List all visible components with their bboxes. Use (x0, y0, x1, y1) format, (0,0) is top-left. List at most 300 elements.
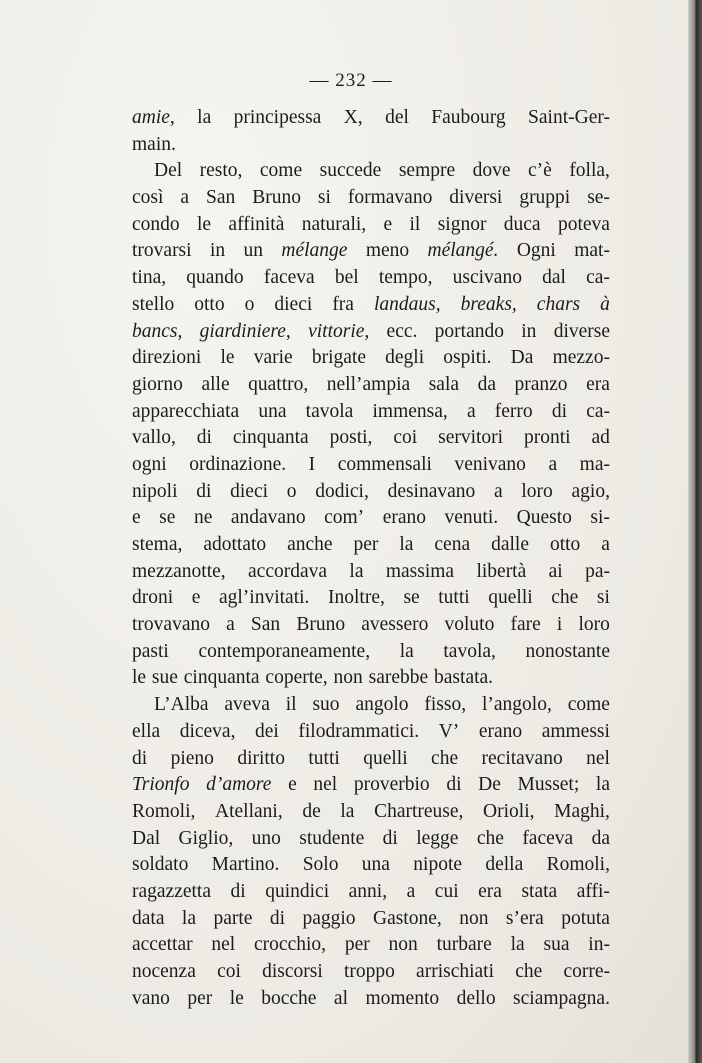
word: le (197, 213, 212, 235)
word: varie (253, 347, 293, 369)
word: libertà (476, 560, 527, 582)
text-line (132, 452, 610, 479)
word: sciampagna. (513, 987, 610, 1009)
word: a (466, 400, 476, 422)
word: naturali, (301, 213, 367, 235)
word: folla, (569, 160, 610, 182)
word: Musset; (517, 774, 580, 796)
word: fare (510, 614, 541, 636)
word: Maghi, (554, 800, 610, 822)
word: a (548, 453, 558, 475)
word: un (243, 240, 263, 262)
word: non (333, 667, 363, 689)
word: ad (591, 427, 610, 449)
word: stema, (132, 534, 183, 555)
word: erano (478, 720, 523, 742)
word: nipoli (132, 480, 178, 502)
text-line (132, 719, 610, 746)
word: diversi (449, 187, 503, 209)
word: si (317, 187, 331, 209)
word: adottato (203, 534, 267, 555)
word: Atellani, (215, 800, 283, 822)
word: mélangé. (427, 240, 499, 262)
word: dieci (274, 293, 313, 315)
word: duca (503, 213, 541, 235)
word: venivano (454, 453, 526, 475)
word: di (132, 747, 148, 769)
word: agl’invitati. (218, 587, 310, 609)
word: e (132, 507, 141, 529)
word: sempre (398, 160, 456, 182)
word: giardiniere, (199, 320, 291, 342)
word: pa- (585, 560, 610, 582)
word: affi- (576, 880, 610, 902)
word: chars (536, 293, 581, 315)
word: il (409, 213, 421, 235)
word: San (250, 614, 281, 636)
word: angolo (355, 694, 409, 716)
word: come (567, 694, 610, 716)
word: le (220, 347, 235, 369)
text-line (132, 132, 610, 159)
word: nel (211, 934, 236, 956)
word: la (510, 934, 525, 956)
word: soldato (132, 854, 189, 876)
word: alle (201, 373, 230, 395)
word: una (361, 854, 390, 876)
text-line (132, 959, 610, 986)
word: formavano (347, 187, 433, 209)
text-line (132, 692, 610, 719)
word: sua (543, 934, 570, 956)
word: da (477, 373, 496, 395)
word: nell’ampia (326, 373, 411, 395)
word: Dal (132, 827, 161, 849)
text-line (132, 665, 610, 692)
text-line (132, 879, 610, 906)
text-line (132, 772, 610, 799)
word: tavola (305, 400, 354, 422)
word: mélange (281, 240, 348, 262)
word: discorsi (262, 961, 323, 982)
word: crocchio, (254, 934, 327, 956)
word: di (382, 827, 398, 849)
word: o (244, 293, 255, 315)
text-line (132, 799, 610, 826)
word: quelli (488, 587, 533, 609)
body-text (132, 105, 610, 1012)
text-line (132, 826, 610, 853)
page-number: — 232 — (309, 70, 393, 91)
word: breaks, (460, 293, 517, 315)
word: potuta (561, 907, 610, 929)
word: diritto (237, 747, 285, 769)
word: recitavano (481, 747, 563, 769)
word: posti, (329, 427, 373, 449)
text-line (132, 292, 610, 319)
word: tutti (308, 747, 340, 769)
word: Orioli, (483, 800, 535, 822)
word: non (459, 907, 489, 929)
word: Chartreuse, (374, 800, 464, 822)
text-line (132, 932, 610, 959)
word: faceva (263, 267, 315, 289)
word: turbare (436, 934, 492, 956)
word: nipote (413, 854, 463, 876)
word: aveva (224, 694, 270, 716)
word: accettar (132, 934, 193, 956)
word: arrischiati (416, 961, 495, 982)
word: come (259, 160, 303, 182)
word: fisso, (424, 694, 467, 716)
word: Ogni (516, 240, 556, 262)
word: dodici, (315, 480, 369, 502)
word: dello (456, 987, 496, 1009)
text-line (132, 559, 610, 586)
text-line (132, 212, 610, 239)
word: degli (385, 347, 425, 369)
word: in- (588, 934, 610, 956)
word: che (431, 747, 459, 769)
word: direzioni (132, 347, 202, 369)
word: per (187, 987, 213, 1009)
word: pronti (524, 427, 571, 449)
word: data (132, 907, 165, 929)
word: commensali (337, 453, 432, 475)
text-line (132, 319, 610, 346)
text-line (132, 746, 610, 773)
word: cinquanta (183, 667, 260, 689)
word: giorno (132, 373, 183, 395)
word: se- (587, 187, 610, 209)
word: I (308, 453, 316, 475)
word: pieno (170, 747, 214, 769)
word: Del (154, 160, 183, 182)
text-line (132, 906, 610, 933)
word: bocche (261, 987, 317, 1009)
word: a (406, 880, 416, 902)
word: la (349, 560, 364, 582)
word: dove (472, 160, 511, 182)
word: paggio (302, 907, 356, 929)
word: apparecchiata (132, 400, 240, 422)
word: quando (186, 267, 244, 289)
word: anche (287, 534, 333, 555)
text-line (132, 532, 610, 559)
word: Trionfo (132, 774, 190, 796)
word: se (403, 587, 420, 609)
word: sarebbe (368, 667, 429, 689)
word: coi (393, 427, 418, 449)
word: com’ (324, 507, 365, 529)
word: fra (332, 293, 354, 315)
word: Saint-Ger- (528, 107, 610, 128)
word: parte (213, 907, 253, 929)
word: De (478, 774, 501, 796)
word: L’Alba (154, 694, 209, 716)
word: sala (428, 373, 460, 395)
word: ca- (586, 400, 610, 422)
word: landaus, (373, 293, 441, 315)
word: loro (578, 614, 610, 636)
word: di (196, 427, 212, 449)
word: mezzanotte, (132, 560, 226, 582)
text-line (132, 105, 610, 132)
word: accordava (248, 560, 328, 582)
word: ammessi (541, 720, 610, 742)
word: signor (437, 213, 487, 235)
word: in (521, 320, 537, 342)
word: de (302, 800, 321, 822)
word: diverse (553, 320, 610, 342)
word: vano (132, 987, 170, 1009)
word: d’amore (206, 774, 272, 796)
word: proverbio (353, 774, 430, 796)
text-line (132, 479, 610, 506)
word: anni, (348, 880, 388, 902)
word: mat- (574, 240, 610, 262)
word: Giglio, (178, 827, 234, 849)
word: si- (590, 507, 610, 529)
word: da (591, 827, 610, 849)
word: ma- (579, 453, 610, 475)
text-line (132, 852, 610, 879)
word: pranzo (514, 373, 568, 395)
word: tina, (132, 267, 167, 289)
word: s’era (505, 907, 544, 929)
word: massima (385, 560, 455, 582)
word: di (230, 880, 246, 902)
word: desinavano (387, 480, 476, 502)
text-line (132, 612, 610, 639)
word: sue (151, 667, 178, 689)
word: e (383, 213, 393, 235)
word: legge (416, 827, 459, 849)
word: a (180, 187, 190, 209)
word: al (333, 987, 348, 1009)
text-line (132, 585, 610, 612)
word: filodrammatici. (298, 720, 420, 742)
word: bancs, (132, 320, 183, 342)
word: a (494, 480, 503, 502)
text-line (132, 265, 610, 292)
word: ecc. (386, 320, 418, 342)
word: che (515, 961, 543, 982)
word: San (205, 187, 236, 209)
word: otto (194, 293, 225, 315)
text-line (132, 345, 610, 372)
word: V’ (438, 720, 460, 742)
word: trovarsi (132, 240, 192, 262)
word: le (132, 667, 147, 689)
word: a (226, 614, 235, 636)
word: si (596, 587, 610, 609)
word: la (340, 800, 355, 822)
book-gutter-edge (688, 0, 702, 1063)
word: contemporaneamente, (198, 640, 371, 662)
text-line (132, 238, 610, 265)
word: cui (434, 880, 459, 902)
word: così (132, 187, 164, 209)
word: vallo, (132, 427, 176, 449)
word: se (159, 507, 176, 529)
word: era (586, 373, 610, 395)
text-line (132, 158, 610, 185)
word: per (344, 934, 370, 956)
word: succede (319, 160, 382, 182)
word: l’angolo, (481, 694, 552, 716)
text-line (132, 505, 610, 532)
word: bel (334, 267, 359, 289)
word: tempo, (378, 267, 433, 289)
word: Bruno (296, 614, 346, 636)
word: Questo (516, 507, 572, 529)
word: di (269, 907, 286, 929)
word: agio, (571, 480, 610, 502)
word: Gastone, (372, 907, 442, 929)
word: amie, (132, 107, 175, 128)
word: Romoli, (546, 854, 610, 876)
word: voluto (444, 614, 495, 636)
word: la (595, 774, 610, 796)
word: venuti. (444, 507, 499, 529)
word: bastata. (434, 667, 494, 689)
word: brigate (311, 347, 366, 369)
word: ella (132, 720, 161, 742)
word: stello (132, 293, 175, 315)
word: dal (542, 267, 566, 289)
word: ai (548, 560, 563, 582)
word: in (209, 240, 226, 262)
word: per (353, 534, 379, 555)
word: ospiti. (443, 347, 492, 369)
word: la (181, 907, 196, 929)
word: dei (255, 720, 279, 742)
word: ordinazione. (189, 453, 287, 475)
word: ca- (586, 267, 610, 289)
word: affinità (228, 213, 285, 235)
text-line (132, 639, 610, 666)
word: poteva (557, 213, 610, 235)
word: le (229, 987, 244, 1009)
word: principessa (233, 107, 322, 128)
word: ogni (132, 453, 167, 475)
word: faceva (522, 827, 574, 849)
word: della (485, 854, 524, 876)
word: di (551, 400, 568, 422)
word: resto, (199, 160, 243, 182)
word: diceva, (179, 720, 236, 742)
word: la (399, 534, 414, 555)
word: otto (549, 534, 581, 555)
word: una (258, 400, 287, 422)
word: suo (312, 694, 340, 716)
word: immensa, (372, 400, 448, 422)
word: portando (434, 320, 504, 342)
text-line (132, 986, 610, 1013)
word: e (288, 774, 297, 796)
word: quattro, (248, 373, 309, 395)
word: Faubourg (431, 107, 506, 128)
word: avessero (361, 614, 429, 636)
word: c’è (528, 160, 552, 182)
word: tutti (438, 587, 470, 609)
word: quelli (363, 747, 408, 769)
word: Romoli, (132, 800, 196, 822)
word: quindici (265, 880, 330, 902)
word: era (478, 880, 502, 902)
word: nel (313, 774, 338, 796)
word: dieci (230, 480, 269, 502)
word: X, (343, 107, 363, 128)
word: cena (434, 534, 471, 555)
word: di (446, 774, 462, 796)
word: gruppi (519, 187, 571, 209)
word: a (601, 534, 610, 555)
word: servitori (438, 427, 504, 449)
word: non (388, 934, 418, 956)
word: mezzo- (552, 347, 610, 369)
word: che (551, 587, 579, 609)
word: ragazzetta (132, 880, 212, 902)
text-line (132, 185, 610, 212)
word: troppo (343, 961, 395, 982)
word: uscivano (452, 267, 522, 289)
word: coi (217, 961, 241, 982)
word: nocenza (132, 961, 196, 982)
word: ferro (494, 400, 533, 422)
word: il (285, 694, 297, 716)
word: erano (382, 507, 426, 529)
word: di (196, 480, 212, 502)
word: e (191, 587, 201, 609)
word: trovavano (132, 614, 210, 636)
text-line (132, 425, 610, 452)
word: main. (132, 133, 176, 155)
word: tavola, (443, 640, 496, 662)
word: o (286, 480, 297, 502)
word: Bruno (252, 187, 301, 209)
word: cinquanta (232, 427, 309, 449)
word: nel (586, 747, 610, 769)
word: momento (365, 987, 440, 1009)
word: meno (365, 240, 410, 262)
word: Solo (302, 854, 339, 876)
word: stata (521, 880, 558, 902)
text-line (132, 399, 610, 426)
word: andavano (230, 507, 306, 529)
word: Da (510, 347, 534, 369)
word: la (197, 107, 212, 128)
word: la (399, 640, 414, 662)
word: che (476, 827, 504, 849)
word: studente (299, 827, 365, 849)
word: ne (193, 507, 213, 529)
word: i (556, 614, 563, 636)
word: loro (521, 480, 553, 502)
word: vittorie, (308, 320, 370, 342)
text-line (132, 372, 610, 399)
word: del (385, 107, 409, 128)
word: nonostante (525, 640, 610, 662)
word: Martino. (211, 854, 280, 876)
word: droni (132, 587, 174, 609)
word: à (600, 293, 610, 315)
word: condo (132, 213, 180, 235)
word: Inoltre, (328, 587, 385, 609)
word: corre- (563, 961, 610, 982)
word: coperte, (265, 667, 328, 689)
